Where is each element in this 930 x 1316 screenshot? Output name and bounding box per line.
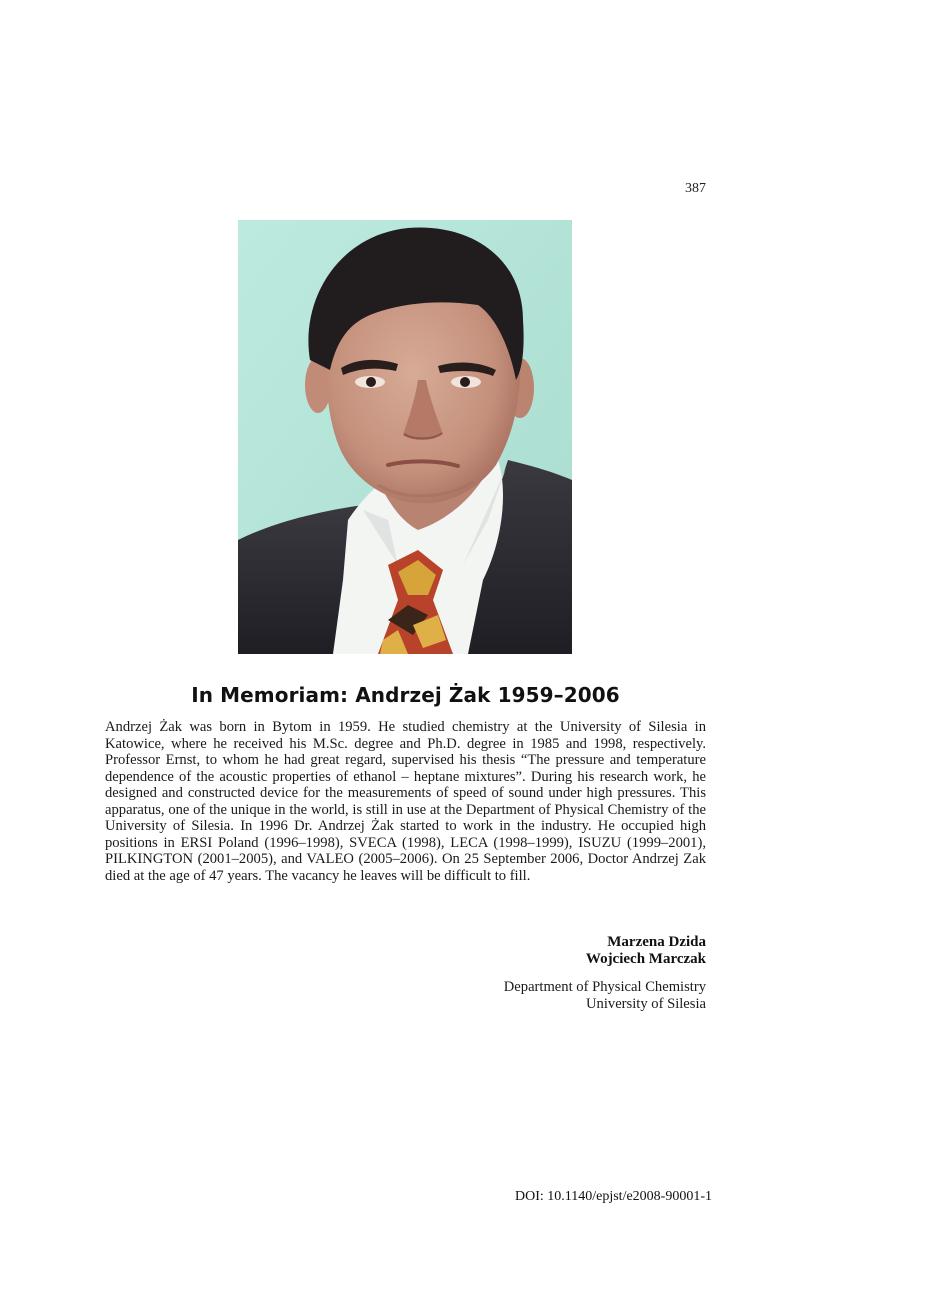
- portrait-photo: [238, 220, 572, 654]
- doi: DOI: 10.1140/epjst/e2008-90001-1: [514, 1189, 712, 1204]
- author-name: Wojciech Marczak: [585, 951, 706, 967]
- memorial-text: Andrzej Żak was born in Bytom in 1959. He studied chemistry at the University of Silesia in Katowice, where he received his M.Sc. degree and Ph.D. degree in 1985 and 1998, respectively. Professor Ernst, to whom he had great regard, supervised his thesis “The pressure and temperature dependence of the acoustic properties of ethanol – heptane mixtures”. During his research work, he designed and constructed device for the measurements of speed of sound under high pressures. This apparatus, one of the unique in the world, is still in use at the Department of Physical Chemistry of the University of Silesia. In 1996 Dr. Andrzej Żak started to work in the industry. He occupied high positions in ERSI Poland (1996–1998), SVECA (1998), LECA (1998–1999), ISUZU (1999–2001), PILKINGTON (2001–2005), and VALEO (2005–2006). On 25 September 2006, Doctor Andrzej Zak died at the age of 47 years. The vacancy he leaves will be difficult to fill.: [105, 719, 706, 884]
- affiliation-university: University of Silesia: [586, 995, 706, 1012]
- authors-block: [405, 934, 706, 968]
- affiliation-department: Department of Physical Chemistry: [503, 979, 706, 995]
- affiliation-block: [405, 979, 706, 1012]
- page-number: 387: [685, 181, 706, 196]
- author-name: Marzena Dzida: [607, 934, 706, 950]
- portrait-illustration: [238, 220, 572, 654]
- article-title: In Memoriam: Andrzej Żak 1959–2006: [191, 683, 620, 707]
